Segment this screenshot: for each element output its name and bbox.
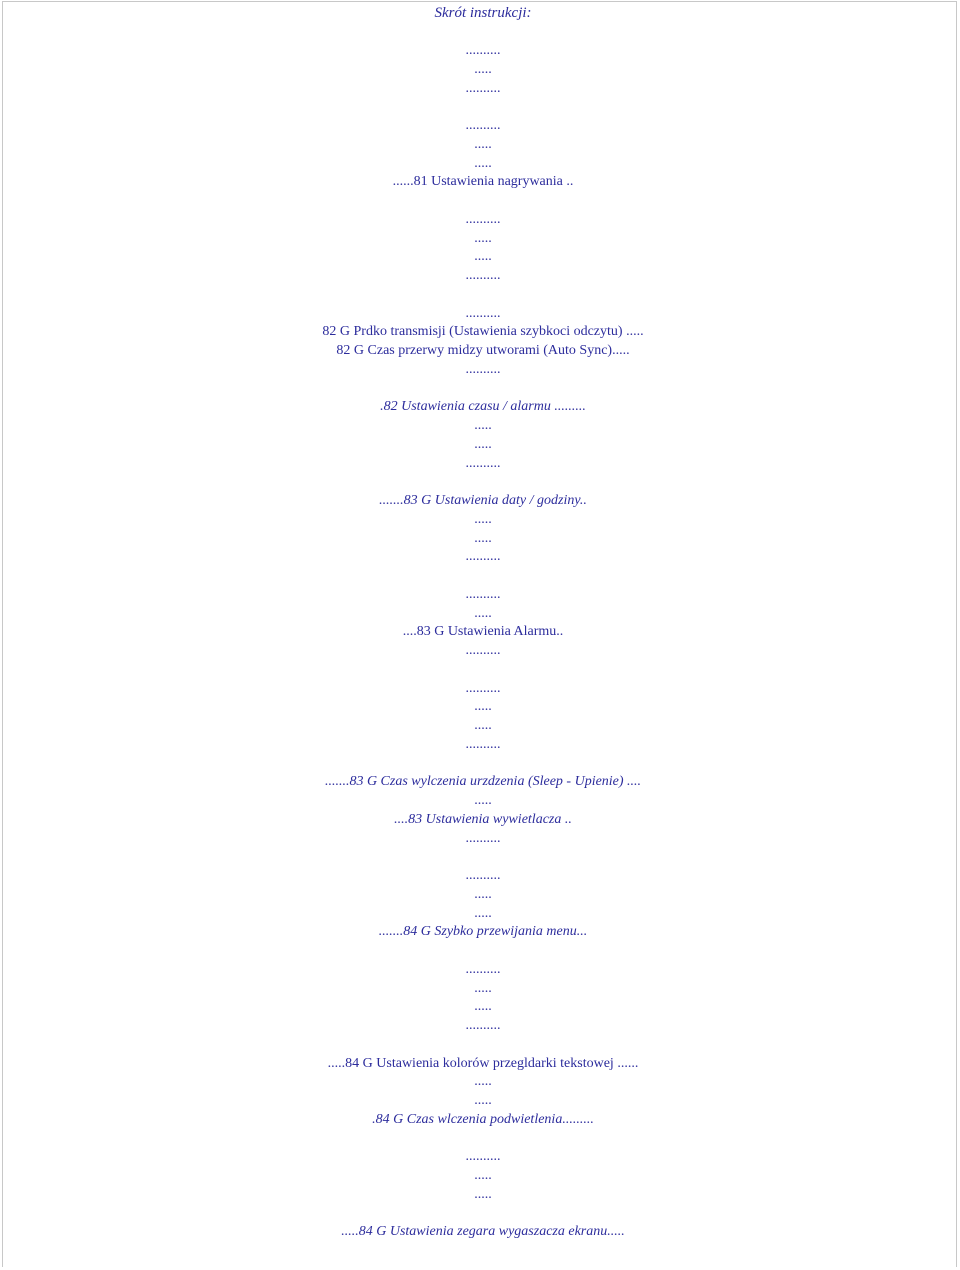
dot-leader-line: .......... [465,211,501,227]
blank-line [3,1130,957,1149]
dot-leader-line: .......... [465,549,501,565]
blank-line [3,755,957,774]
dot-leader-line: ..... [474,136,492,152]
blank-line [3,1036,957,1055]
dot-leader-line: ..... [474,605,492,621]
toc-entry: .....84 G Ustawienia zegara wygaszacza ekranu..... [341,1224,625,1240]
toc-entry: .......84 G Szybko przewijania menu... [378,924,588,940]
toc-entry: .......83 G Ustawienia daty / godziny.. [379,493,587,508]
dot-leader-line: .......... [465,830,501,846]
dot-leader-line: .......... [465,43,501,58]
toc-entry: 82 G Prdko transmisji (Ustawienia szybkoci odczytu) ..... [322,324,644,340]
dot-leader-line: ..... [474,249,492,265]
dot-leader-line: ..... [474,61,492,77]
dot-leader-line: .......... [465,305,501,321]
dot-leader-line: .......... [465,118,501,133]
dot-leader-line: .......... [465,268,501,283]
toc-entry: 82 G Czas przerwy midzy utworami (Auto Sync)..... [336,343,630,358]
dot-leader-line: .......... [465,643,501,658]
blank-line [3,286,957,305]
dot-leader-line: ..... [474,793,492,808]
document-heading: Skrót instrukcji: [434,5,532,21]
blank-line [3,380,957,399]
dot-leader-line: .......... [465,586,501,602]
toc-entry: ......81 Ustawienia nagrywania .. [392,174,574,190]
dot-leader-line: ..... [474,418,492,433]
dot-leader-line: ..... [474,1093,492,1108]
dot-leader-line: .......... [465,455,501,471]
toc-entry: .......83 G Czas wylczenia urzdzenia (Sleep - Upienie) .... [324,774,642,790]
blank-line [3,567,957,586]
dot-leader-line: ..... [474,1186,492,1202]
dot-leader-line: ..... [474,530,492,546]
dot-leader-line: ..... [474,1074,492,1090]
dot-leader-line: ..... [474,886,492,902]
blank-line [3,661,957,680]
dot-leader-line: ..... [474,699,492,715]
dot-leader-line: .......... [465,868,501,883]
toc-entry: .....84 G Ustawienia kolorów przegldarki tekstowej ...... [327,1055,639,1071]
dot-leader-line: .......... [465,1018,501,1033]
blank-line [3,942,957,961]
dot-leader-line: ..... [474,511,492,527]
dot-leader-line: .......... [465,1149,501,1165]
dot-leader-line: ..... [474,980,492,996]
toc-entry: ....83 G Ustawienia Alarmu.. [402,624,564,640]
blank-line [3,848,957,867]
dot-leader-line: .......... [465,361,501,377]
toc-entry: .84 G Czas wlczenia podwietlenia......... [372,1111,594,1127]
dot-leader-line: ..... [474,1168,492,1183]
document-page [2,1,957,1267]
dot-leader-line: ..... [474,230,492,246]
blank-line [3,473,957,492]
dot-leader-line: .......... [465,80,501,96]
toc-entry: .82 Ustawienia czasu / alarmu ......... [380,399,586,415]
blank-line [3,1205,957,1224]
dot-leader-line: ..... [474,436,492,452]
table-of-contents [3,42,957,1242]
dot-leader-line: ..... [474,155,492,171]
dot-leader-line: .......... [465,961,501,977]
toc-entry: ....83 Ustawienia wywietlacza .. [394,811,572,827]
dot-leader-line: ..... [474,999,492,1015]
dot-leader-line: .......... [465,680,501,696]
dot-leader-line: .......... [465,736,501,752]
blank-line [3,192,957,211]
dot-leader-line: ..... [474,718,492,733]
blank-line [3,98,957,117]
dot-leader-line: ..... [474,905,492,921]
